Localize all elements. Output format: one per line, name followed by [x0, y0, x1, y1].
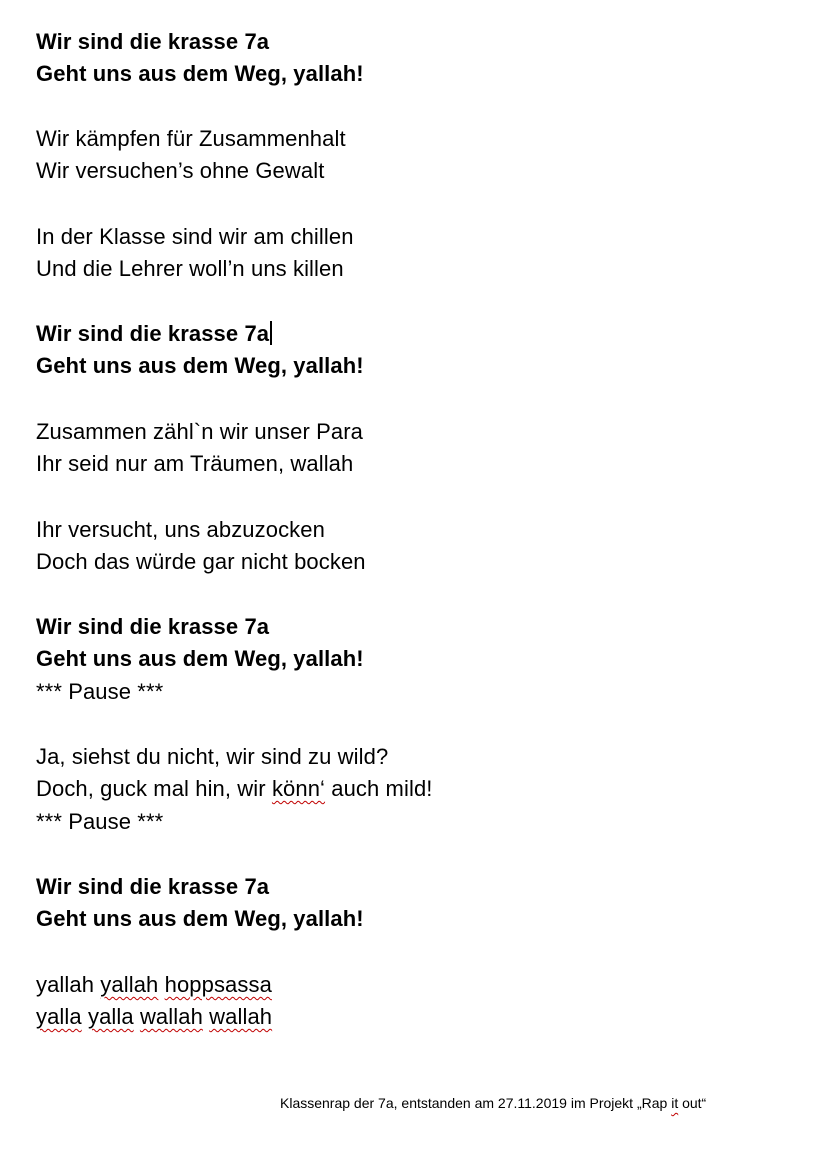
footer-text: Klassenrap der 7a, entstanden am 27.11.2019 im Projekt „Rap: [280, 1095, 672, 1111]
footer-note: [280, 1094, 810, 1112]
verse-line: Wir kämpfen für Zusammenhalt: [36, 126, 346, 151]
verse-line: Doch das würde gar nicht bocken: [36, 549, 366, 574]
chorus-text: Wir sind die krasse 7a: [36, 321, 270, 346]
verse-line: Ihr versucht, uns abzuzocken: [36, 517, 325, 542]
text-run: auch mild!: [325, 776, 433, 801]
chorus-line-2: Geht uns aus dem Weg, yallah!: [36, 646, 364, 671]
verse-line: Ja, siehst du nicht, wir sind zu wild?: [36, 744, 389, 769]
verse-line: Ihr seid nur am Träumen, wallah: [36, 451, 354, 476]
outro-line: [36, 1003, 272, 1031]
text-cursor: [270, 321, 272, 345]
chorus-line-2: Geht uns aus dem Weg, yallah!: [36, 353, 364, 378]
verse-line: Wir versuchen’s ohne Gewalt: [36, 158, 325, 183]
text-run: yallah: [36, 972, 101, 997]
spellcheck-word: wallah: [139, 1004, 203, 1029]
pause-marker: *** Pause ***: [36, 679, 164, 704]
chorus-line-1: Wir sind die krasse 7a: [36, 614, 270, 639]
outro-line: [36, 971, 272, 999]
spellcheck-word: yalla: [36, 1004, 82, 1029]
chorus-line-2: Geht uns aus dem Weg, yallah!: [36, 906, 364, 931]
footer-text: out“: [678, 1095, 707, 1111]
spellcheck-word: yalla: [87, 1004, 134, 1029]
chorus-line-1: Wir sind die krasse 7a: [36, 29, 270, 54]
spellcheck-word: yallah: [100, 972, 159, 997]
spellcheck-word: könn‘: [271, 776, 326, 801]
pause-marker: *** Pause ***: [36, 809, 164, 834]
verse-line: In der Klasse sind wir am chillen: [36, 224, 354, 249]
spellcheck-word: it: [671, 1095, 679, 1111]
chorus-line-1: [36, 320, 272, 348]
spellcheck-word: hoppsassa: [164, 972, 272, 997]
verse-line: [36, 775, 433, 803]
chorus-line-1: Wir sind die krasse 7a: [36, 874, 270, 899]
verse-line: Zusammen zähl`n wir unser Para: [36, 419, 364, 444]
chorus-line-2: Geht uns aus dem Weg, yallah!: [36, 61, 364, 86]
verse-line: Und die Lehrer woll’n uns killen: [36, 256, 344, 281]
spellcheck-word: wallah: [209, 1004, 273, 1029]
text-run: Doch, guck mal hin, wir: [36, 776, 272, 801]
